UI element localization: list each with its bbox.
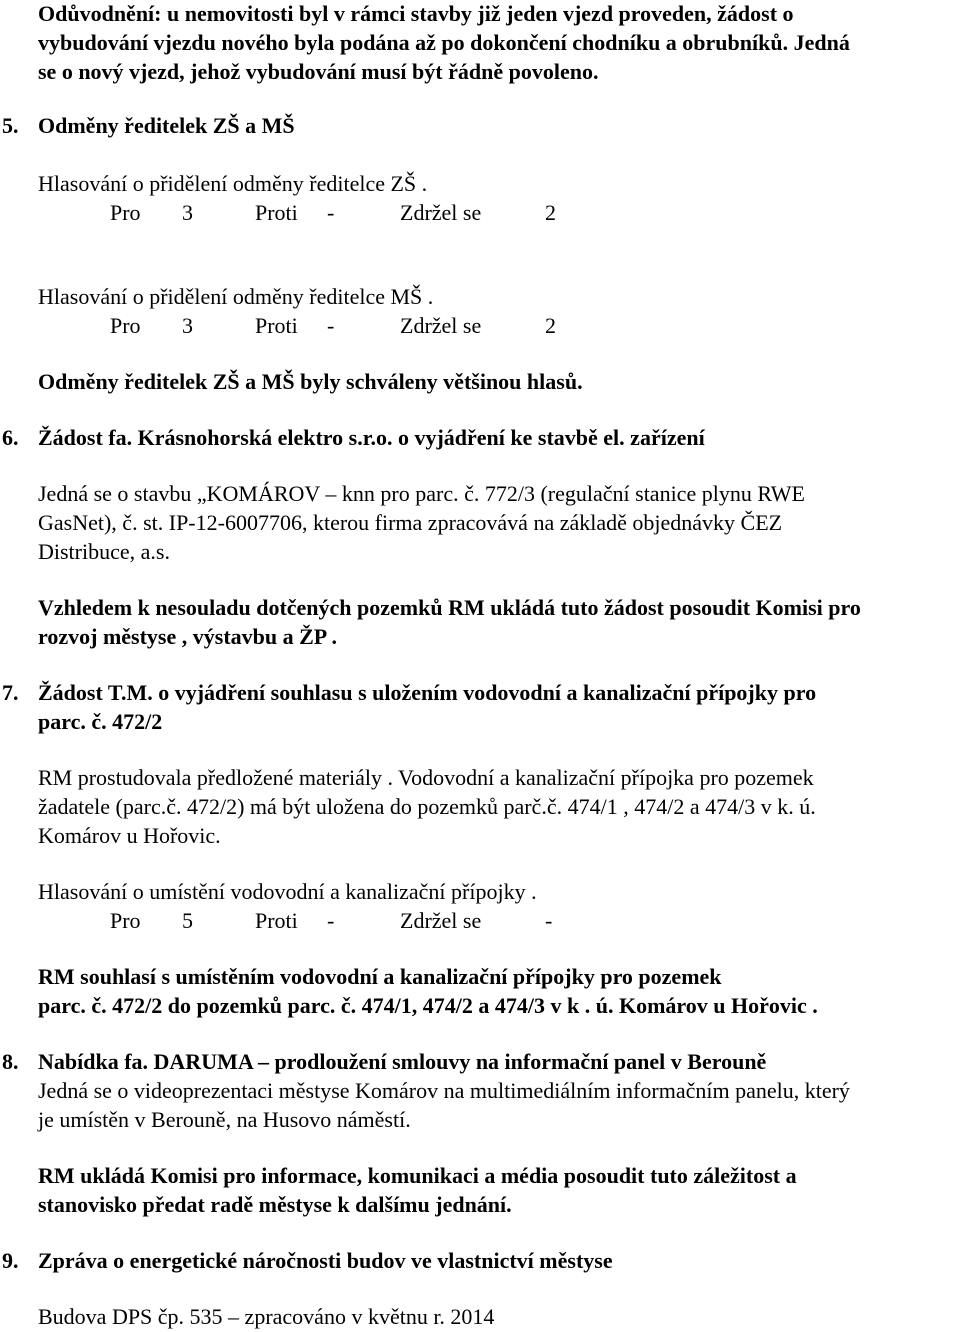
vote-zdrzel-label: Zdržel se bbox=[400, 200, 482, 225]
vote-proti-label: Proti bbox=[255, 200, 298, 225]
section-6-body-line-1: Jedná se o stavbu „KOMÁROV – knn pro parc. č. 772/3 (regulační stanice plynu RWE bbox=[38, 481, 805, 506]
section-7-title-line-2: parc. č. 472/2 bbox=[38, 709, 163, 734]
section-7-body-line-1: RM prostudovala předložené materiály . Vodovodní a kanalizační přípojka pro pozemek bbox=[38, 765, 814, 790]
section-6-number: 6. bbox=[2, 425, 19, 450]
section-6-result-line-1: Vzhledem k nesouladu dotčených pozemků RM ukládá tuto žádost posoudit Komisi pro bbox=[38, 595, 861, 620]
section-7-result-line-2: parc. č. 472/2 do pozemků parc. č. 474/1, 474/2 a 474/3 v k . ú. Komárov u Hořovic . bbox=[38, 993, 818, 1018]
vote-proti-value: - bbox=[327, 313, 335, 338]
vote-zdrzel-label: Zdržel se bbox=[400, 313, 482, 338]
vote-pro-label: Pro bbox=[110, 200, 141, 225]
section-7-body-line-2: žadatele (parc.č. 472/2) má být uložena do pozemků parč.č. 474/1 , 474/2 a 474/3 v k. ú. bbox=[38, 794, 816, 819]
justification-line-1: Odůvodnění: u nemovitosti byl v rámci stavby již jeden vjezd proveden, žádost o bbox=[38, 1, 794, 26]
section-7-result-line-1: RM souhlasí s umístěním vodovodní a kanalizační přípojky pro pozemek bbox=[38, 964, 722, 989]
section-7-vote-label: Hlasování o umístění vodovodní a kanalizační přípojky . bbox=[38, 879, 537, 904]
section-8-number: 8. bbox=[2, 1049, 19, 1074]
section-8-title: Nabídka fa. DARUMA – prodloužení smlouvy na informační panel v Berouně bbox=[38, 1049, 767, 1074]
section-9-title: Zpráva o energetické náročnosti budov ve vlastnictví městyse bbox=[38, 1248, 613, 1273]
section-8-body-line-1: Jedná se o videoprezentaci městyse Komárov na multimediálním informačním panelu, který bbox=[38, 1078, 850, 1103]
section-6-body-line-3: Distribuce, a.s. bbox=[38, 539, 170, 564]
section-9-number: 9. bbox=[2, 1248, 19, 1273]
section-8-body-line-2: je umístěn v Berouně, na Husovo náměstí. bbox=[38, 1107, 411, 1132]
vote-proti-value: - bbox=[327, 200, 335, 225]
justification-line-3: se o nový vjezd, jehož vybudování musí být řádně povoleno. bbox=[38, 59, 599, 84]
section-6-title: Žádost fa. Krásnohorská elektro s.r.o. o vyjádření ke stavbě el. zařízení bbox=[38, 425, 705, 450]
section-5-vote-1-label: Hlasování o přidělení odměny ředitelce ZŠ . bbox=[38, 171, 428, 196]
section-5-vote-2-label: Hlasování o přidělení odměny ředitelce MŠ . bbox=[38, 284, 434, 309]
vote-zdrzel-value: - bbox=[545, 908, 553, 933]
vote-pro-value: 3 bbox=[182, 200, 193, 225]
section-7-body-line-3: Komárov u Hořovic. bbox=[38, 823, 221, 848]
section-6-result-line-2: rozvoj městyse , výstavbu a ŽP . bbox=[38, 624, 338, 649]
vote-pro-value: 5 bbox=[182, 908, 193, 933]
section-5-title: Odměny ředitelek ZŠ a MŠ bbox=[38, 113, 295, 138]
vote-zdrzel-value: 2 bbox=[545, 200, 556, 225]
vote-proti-label: Proti bbox=[255, 313, 298, 338]
section-5-result: Odměny ředitelek ZŠ a MŠ byly schváleny většinou hlasů. bbox=[38, 369, 583, 394]
section-5-number: 5. bbox=[2, 113, 19, 138]
vote-proti-value: - bbox=[327, 908, 335, 933]
vote-proti-label: Proti bbox=[255, 908, 298, 933]
section-7-number: 7. bbox=[2, 680, 19, 705]
section-7-title-line-1: Žádost T.M. o vyjádření souhlasu s uložením vodovodní a kanalizační přípojky pro bbox=[38, 680, 817, 705]
vote-pro-value: 3 bbox=[182, 313, 193, 338]
vote-pro-label: Pro bbox=[110, 908, 141, 933]
section-8-result-line-2: stanovisko předat radě městyse k dalšímu jednání. bbox=[38, 1192, 512, 1217]
vote-pro-label: Pro bbox=[110, 313, 141, 338]
section-8-result-line-1: RM ukládá Komisi pro informace, komunikaci a média posoudit tuto záležitost a bbox=[38, 1163, 797, 1188]
section-9-body: Budova DPS čp. 535 – zpracováno v květnu r. 2014 bbox=[38, 1304, 495, 1329]
vote-zdrzel-label: Zdržel se bbox=[400, 908, 482, 933]
section-6-body-line-2: GasNet), č. st. IP-12-6007706, kterou firma zpracovává na základě objednávky ČEZ bbox=[38, 510, 783, 535]
justification-line-2: vybudování vjezdu nového byla podána až po dokončení chodníku a obrubníků. Jedná bbox=[38, 30, 850, 55]
vote-zdrzel-value: 2 bbox=[545, 313, 556, 338]
